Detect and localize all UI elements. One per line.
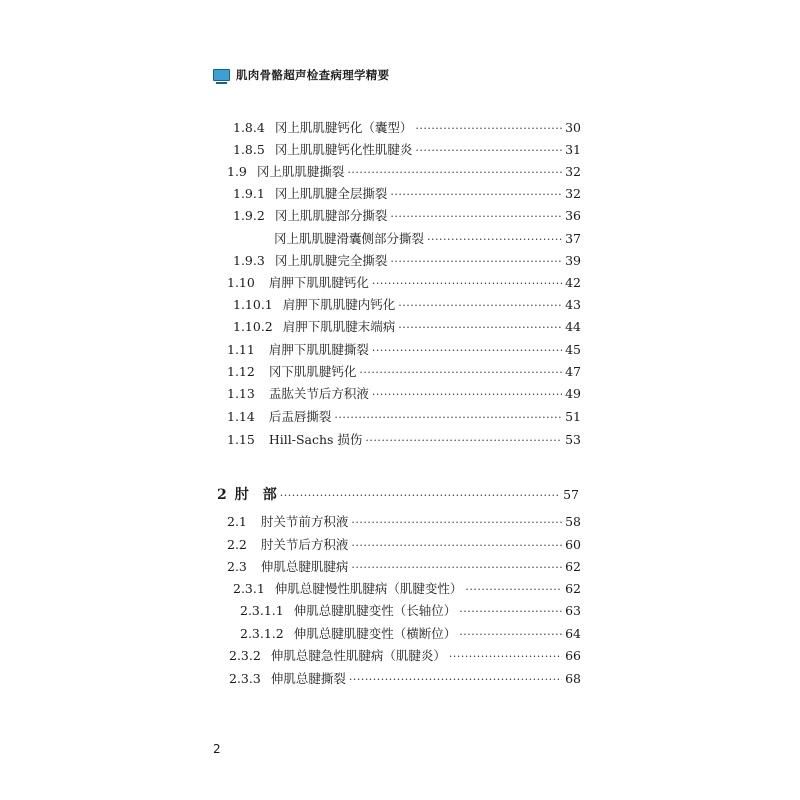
toc-entry-title: 肘关节前方积液 (260, 514, 349, 529)
dot-leader (372, 340, 562, 362)
toc-entry-page: 51 (565, 409, 581, 424)
toc-entry[interactable] (233, 250, 581, 272)
dot-leader (459, 601, 562, 623)
toc-entry-page: 36 (565, 208, 581, 223)
toc-entry-number: 2.3 (227, 559, 247, 574)
toc-chapter-entry[interactable] (217, 484, 579, 506)
toc-entry-title: 肩胛下肌肌腱末端病 (282, 319, 396, 334)
toc-entry[interactable] (233, 139, 581, 161)
toc-entry[interactable] (233, 205, 581, 227)
dot-leader (427, 229, 562, 251)
toc-entry-title: 伸肌总腱肌腱变性（横断位） (293, 626, 457, 641)
toc-entry-number: 2.2 (227, 537, 247, 552)
toc-entry-page: 39 (565, 253, 581, 268)
book-title: 肌肉骨骼超声检查病理学精要 (236, 68, 390, 82)
toc-entry-number: 2.3.1.2 (240, 626, 284, 641)
toc-entry-page: 62 (565, 581, 581, 596)
toc-entry[interactable] (233, 316, 581, 338)
toc-entry-title: 冈上肌肌腱部分撕裂 (274, 208, 388, 223)
dot-leader (372, 273, 562, 295)
toc-entry[interactable] (227, 511, 581, 533)
dot-leader (351, 535, 562, 557)
toc-entry[interactable] (233, 294, 581, 316)
dot-leader (372, 384, 562, 406)
toc-entry-page: 57 (563, 487, 579, 502)
dot-leader (365, 430, 562, 452)
toc-entry[interactable] (240, 600, 581, 622)
dot-leader (359, 362, 562, 384)
toc-entry-page: 66 (565, 648, 581, 663)
toc-entry-number: 2 (217, 487, 227, 503)
dot-leader (390, 206, 562, 228)
toc-entry-page: 49 (565, 386, 581, 401)
toc-entry-number: 1.13 (227, 386, 255, 401)
toc-entry-title: 肘 部 (234, 487, 277, 503)
dot-leader (449, 646, 562, 668)
toc-entry-number: 2.3.2 (229, 648, 261, 663)
dot-leader (351, 512, 562, 534)
toc-entry[interactable] (227, 383, 581, 405)
toc-entry-page: 37 (565, 231, 581, 246)
page-number: 2 (213, 742, 221, 756)
toc-entry-page: 30 (565, 120, 581, 135)
dot-leader (349, 669, 562, 691)
toc-entry-title: 冈上肌肌腱钙化性肌腱炎 (274, 142, 413, 157)
toc-entry-title: 冈上肌肌腱全层撕裂 (274, 186, 388, 201)
toc-entry-title: 肘关节后方积液 (260, 537, 349, 552)
dot-leader (398, 295, 562, 317)
toc-entry-number: 1.8.5 (233, 142, 265, 157)
toc-entry-number: 2.3.1.1 (240, 603, 284, 618)
toc-entry-number: 1.9.2 (233, 208, 265, 223)
toc-entry-title: 冈上肌肌腱完全撕裂 (274, 253, 388, 268)
toc-entry[interactable] (233, 117, 581, 139)
dot-leader (390, 251, 562, 273)
toc-entry-page: 62 (565, 559, 581, 574)
toc-entry[interactable] (229, 645, 581, 667)
toc-entry-title: 伸肌总腱急性肌腱病（肌腱炎） (270, 648, 446, 663)
toc-entry-number: 1.15 (227, 432, 255, 447)
toc-entry[interactable] (227, 161, 581, 183)
dot-leader (465, 579, 562, 601)
toc-entry-number: 1.9.3 (233, 253, 265, 268)
toc-entry-number: 2.3.1 (233, 581, 265, 596)
toc-entry-page: 43 (565, 297, 581, 312)
toc-entry-title: 冈下肌肌腱钙化 (268, 364, 357, 379)
dot-leader (398, 317, 562, 339)
toc-entry-title: 冈上肌肌腱滑囊侧部分撕裂 (274, 231, 425, 246)
toc-entry[interactable] (227, 534, 581, 556)
toc-entry-title: 肩胛下肌肌腱钙化 (268, 275, 369, 290)
toc-entry[interactable] (227, 361, 581, 383)
dot-leader (459, 624, 562, 646)
toc-entry-page: 42 (565, 275, 581, 290)
toc-entry-number: 1.9 (227, 164, 247, 179)
toc-entry[interactable] (233, 183, 581, 205)
toc-entry-number: 1.10.2 (233, 319, 273, 334)
toc-entry-number: 1.11 (227, 342, 255, 357)
toc-entry[interactable] (274, 228, 581, 250)
toc-entry-page: 53 (565, 432, 581, 447)
toc-entry-number: 1.14 (227, 409, 255, 424)
toc-entry-number: 2.3.3 (229, 671, 261, 686)
toc-entry-title: Hill-Sachs 损伤 (268, 432, 363, 447)
toc-entry-title: 肩胛下肌肌腱内钙化 (282, 297, 396, 312)
toc-entry-page: 32 (565, 186, 581, 201)
toc-entry[interactable] (227, 272, 581, 294)
toc-entry-page: 47 (565, 364, 581, 379)
dot-leader (390, 184, 562, 206)
toc-entry-title: 后盂唇撕裂 (268, 409, 332, 424)
toc-entry-number: 1.10.1 (233, 297, 273, 312)
toc-entry-number: 2.1 (227, 514, 247, 529)
dot-leader (347, 162, 562, 184)
toc-entry-page: 63 (565, 603, 581, 618)
toc-entry-title: 盂肱关节后方积液 (268, 386, 369, 401)
toc-entry-number: 1.10 (227, 275, 255, 290)
toc-entry[interactable] (227, 406, 581, 428)
toc-entry-page: 58 (565, 514, 581, 529)
toc-entry-number: 1.8.4 (233, 120, 265, 135)
toc-entry-page: 60 (565, 537, 581, 552)
toc-entry-title: 伸肌总腱肌腱病 (260, 559, 349, 574)
dot-leader (351, 557, 562, 579)
toc-entry-number: 1.9.1 (233, 186, 265, 201)
dot-leader (334, 407, 562, 429)
dot-leader (280, 485, 560, 507)
toc-entry-title: 伸肌总腱慢性肌腱病（肌腱变性） (274, 581, 463, 596)
toc-entry-title: 伸肌总腱撕裂 (270, 671, 346, 686)
toc-entry-title: 冈上肌肌腱撕裂 (256, 164, 345, 179)
toc-entry-title: 肩胛下肌肌腱撕裂 (268, 342, 369, 357)
toc-entry[interactable] (233, 578, 581, 600)
toc-entry-page: 45 (565, 342, 581, 357)
dot-leader (415, 140, 562, 162)
toc-entry[interactable] (229, 668, 581, 690)
toc-entry-number: 1.12 (227, 364, 255, 379)
toc-entry-page: 68 (565, 671, 581, 686)
toc-entry[interactable] (227, 429, 581, 451)
toc-entry-page: 64 (565, 626, 581, 641)
dot-leader (415, 118, 562, 140)
toc-entry[interactable] (240, 623, 581, 645)
toc-entry-page: 32 (565, 164, 581, 179)
toc-entry-title: 伸肌总腱肌腱变性（长轴位） (293, 603, 457, 618)
toc-entry[interactable] (227, 556, 581, 578)
toc-entry-page: 31 (565, 142, 581, 157)
toc-entry-page: 44 (565, 319, 581, 334)
toc-entry-title: 冈上肌肌腱钙化（囊型） (274, 120, 413, 135)
toc-entry[interactable] (227, 339, 581, 361)
